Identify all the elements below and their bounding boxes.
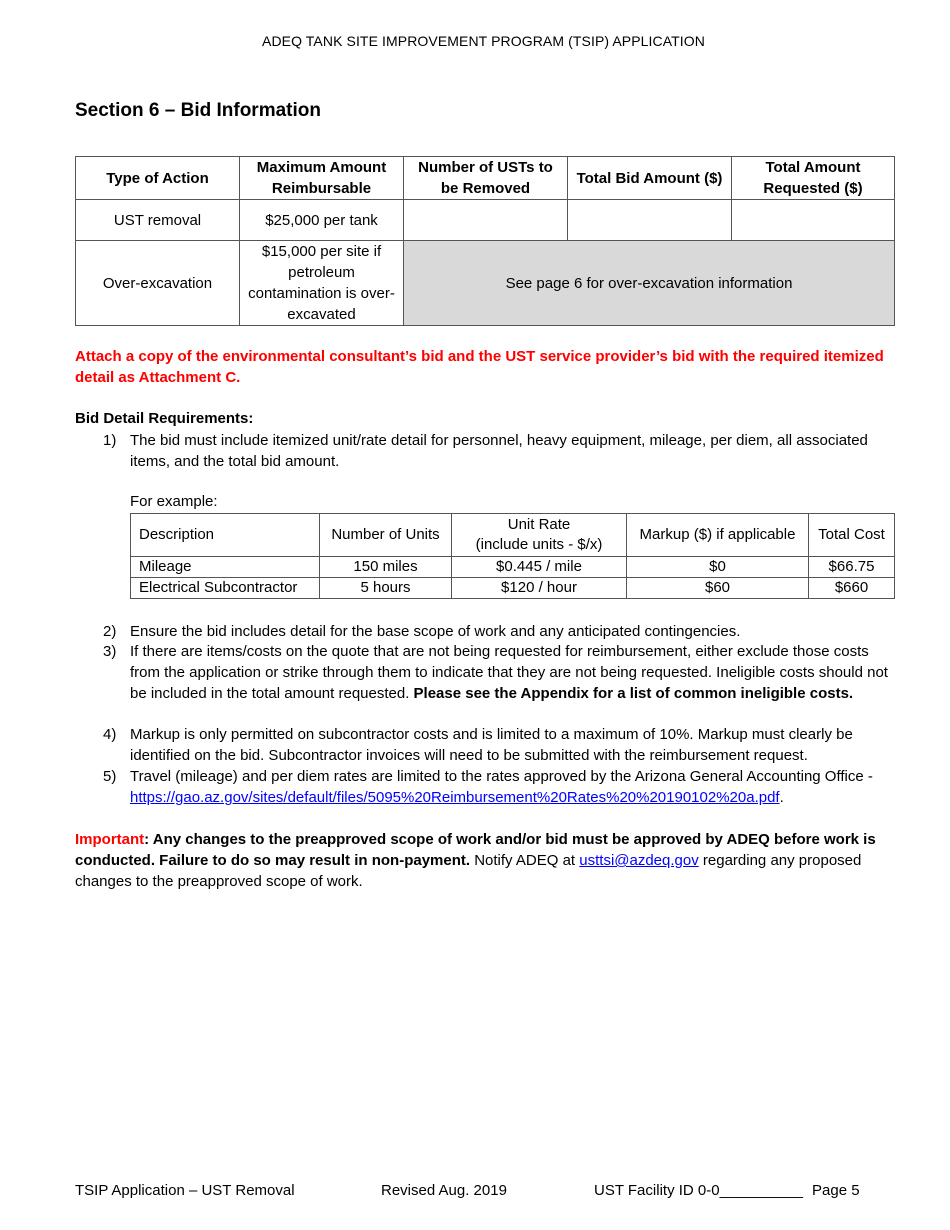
requirements-title: Bid Detail Requirements:: [75, 410, 254, 427]
footer-page-number: Page 5: [812, 1182, 860, 1199]
bid-table-cell: Over-excavation: [76, 241, 240, 326]
bid-table-cell: UST removal: [76, 200, 240, 241]
footer-revised: Revised Aug. 2019: [381, 1182, 507, 1199]
example-cell: $66.75: [809, 557, 895, 578]
list-item: [103, 641, 898, 704]
example-header-unit-rate: [452, 514, 627, 557]
table-row: [131, 578, 895, 599]
example-cell: $0: [627, 557, 809, 578]
list-number: 5): [103, 768, 117, 785]
bid-table-header: Maximum Amount Reimbursable: [240, 157, 404, 200]
bid-table-cell: $15,000 per site if petroleum contamination is over-excavated: [240, 241, 404, 326]
example-header: Description: [131, 514, 320, 557]
over-excavation-note: See page 6 for over-excavation information: [404, 241, 895, 326]
unit-rate-label: Unit Rate: [507, 516, 571, 533]
ust-count-input-cell[interactable]: [404, 200, 568, 241]
list-text: Markup is only permitted on subcontractor costs and is limited to a maximum of 10%. Markup must clearly be identified on the bid. Subcontractor invoices will need to be submitted with the reimbursement request.: [130, 726, 853, 764]
example-cell: $60: [627, 578, 809, 599]
example-table: [130, 513, 895, 599]
table-row: [131, 557, 895, 578]
list-text: [130, 641, 898, 704]
example-cell: Electrical Subcontractor: [131, 578, 320, 599]
email-link[interactable]: usttsi@azdeq.gov: [579, 852, 699, 869]
example-cell: $660: [809, 578, 895, 599]
list-number: 1): [103, 432, 117, 449]
list-text: [130, 766, 898, 808]
list-item: [103, 724, 898, 766]
bid-table-header: Total Amount Requested ($): [732, 157, 895, 200]
reimbursement-rates-link[interactable]: https://gao.az.gov/sites/default/files/5095%20Reimbursement%20Rates%20%20190102%20a.pdf: [130, 789, 780, 806]
list-number: 3): [103, 643, 117, 660]
unit-rate-sublabel: (include units - $/x): [475, 536, 603, 553]
bid-table-cell: $25,000 per tank: [240, 200, 404, 241]
list-item: [103, 621, 898, 642]
bid-table-header: Number of USTs to be Removed: [404, 157, 568, 200]
important-text: regarding any proposed changes to the preapproved scope of work.: [75, 852, 862, 890]
list-text-end: .: [779, 789, 784, 806]
important-text: Notify ADEQ at: [470, 852, 580, 869]
for-example-label: For example:: [130, 493, 218, 510]
example-cell: $0.445 / mile: [452, 557, 627, 578]
list-number: 4): [103, 726, 117, 743]
list-item: [103, 430, 898, 472]
example-cell: Mileage: [131, 557, 320, 578]
bid-information-table: [75, 156, 895, 326]
list-text: Ensure the bid includes detail for the base scope of work and any anticipated contingencies.: [130, 623, 741, 640]
appendix-note: Please see the Appendix for a list of common ineligible costs.: [413, 685, 854, 702]
example-header: Number of Units: [320, 514, 452, 557]
bid-table-header: Type of Action: [76, 157, 240, 200]
list-text: The bid must include itemized unit/rate detail for personnel, heavy equipment, mileage, per diem, all associated items, and the total bid amount.: [130, 432, 868, 470]
total-bid-input-cell[interactable]: [568, 200, 732, 241]
bid-table-header: Total Bid Amount ($): [568, 157, 732, 200]
section-title: Section 6 – Bid Information: [75, 100, 321, 121]
important-bold-text: : Any changes to the preapproved scope of work and/or bid must be approved by ADEQ before work is conducted. Failure to do so may result in non-payment.: [75, 831, 876, 869]
example-cell: 5 hours: [320, 578, 452, 599]
example-cell: $120 / hour: [452, 578, 627, 599]
example-header: Markup ($) if applicable: [627, 514, 809, 557]
list-text-body: If there are items/costs on the quote that are not being requested for reimbursement, either exclude those costs from the application or strike through them to indicate that they are not being requested. Ineligible costs should not be included in the total amount requested.: [130, 643, 888, 702]
total-requested-input-cell[interactable]: [732, 200, 895, 241]
footer-left: TSIP Application – UST Removal: [75, 1182, 295, 1199]
important-label: Important: [75, 831, 145, 848]
attachment-notice: Attach a copy of the environmental consultant’s bid and the UST service provider’s bid with the required itemized detail as Attachment C.: [75, 348, 884, 386]
page-header: ADEQ TANK SITE IMPROVEMENT PROGRAM (TSIP) APPLICATION: [262, 33, 705, 49]
list-text-body: Travel (mileage) and per diem rates are limited to the rates approved by the Arizona General Accounting Office -: [130, 768, 873, 785]
important-notice: [75, 829, 897, 892]
footer-facility-id: UST Facility ID 0-0__________: [594, 1182, 804, 1199]
example-cell: 150 miles: [320, 557, 452, 578]
example-header: Total Cost: [809, 514, 895, 557]
list-item: [103, 766, 898, 808]
list-number: 2): [103, 623, 117, 640]
